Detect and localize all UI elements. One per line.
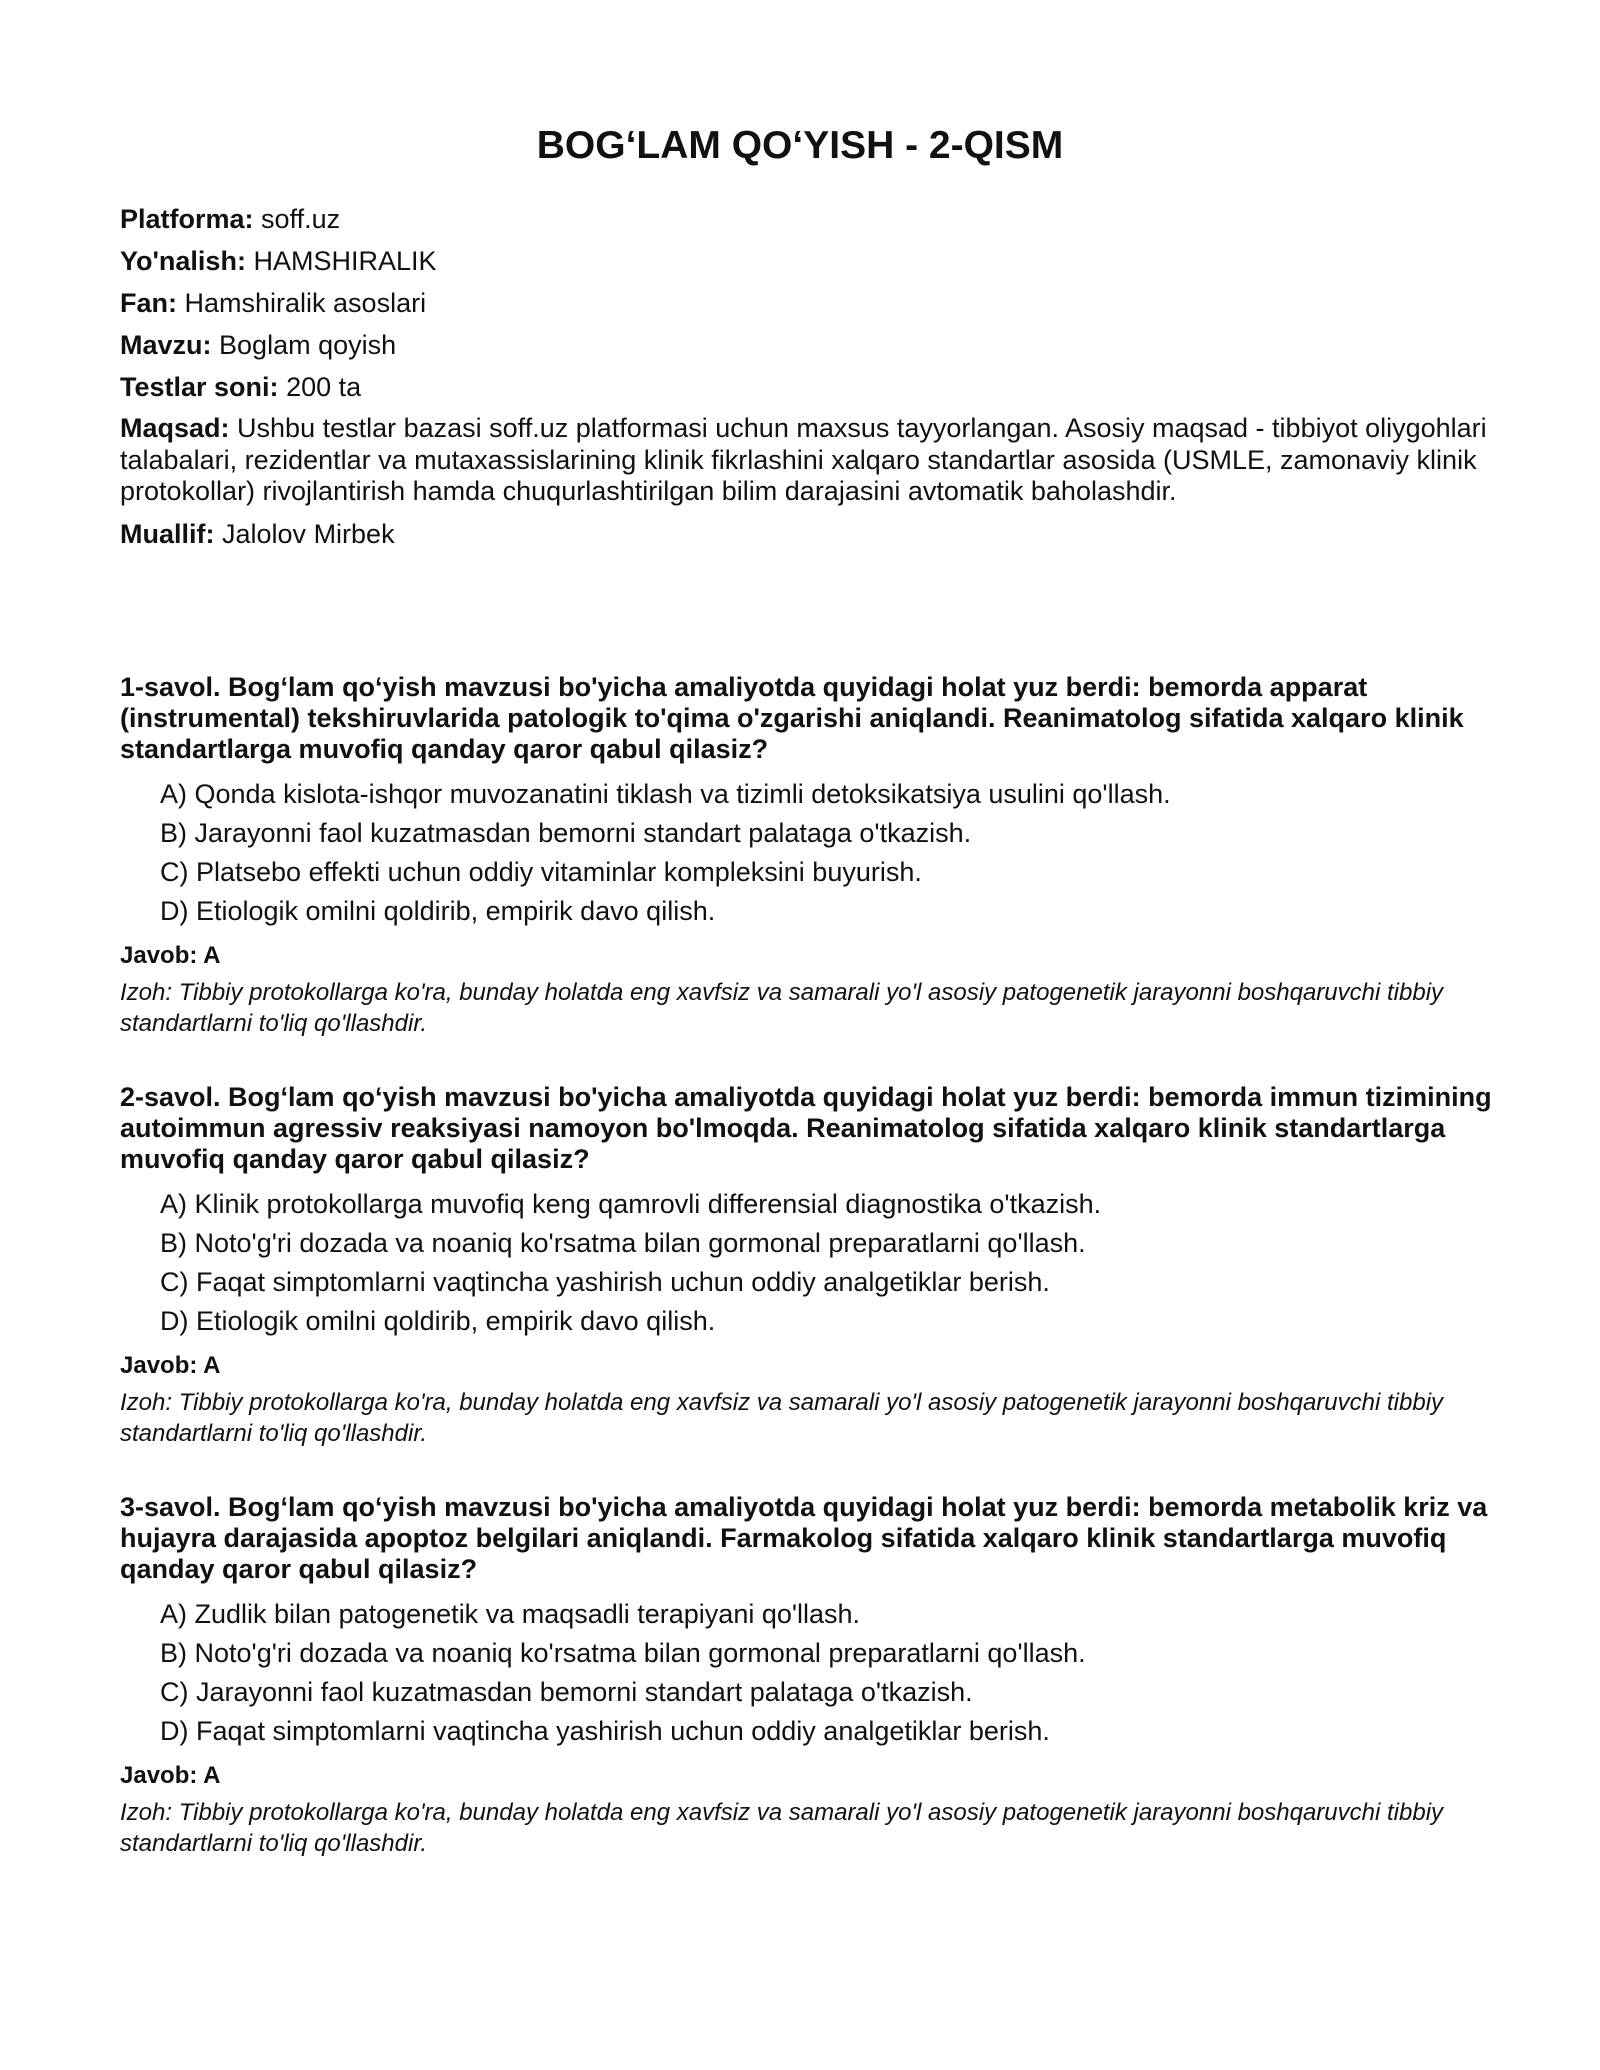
question-options: [160, 1185, 1500, 1341]
explanation-text: Izoh: Tibbiy protokollarga ko'ra, bunday holatda eng xavfsiz va samarali yo'l asosiy patogenetik jarayonni boshqaruvchi tibbiy standartlarni to'liq qo'llashdir.: [120, 979, 1444, 1037]
meta-author-label: Muallif:: [120, 518, 215, 549]
option-c: C) Jarayonni faol kuzatmasdan bemorni standart palataga o'tkazish.: [160, 1677, 973, 1707]
question-3: [120, 1492, 1500, 1859]
meta-subject-value: Hamshiralik asoslari: [184, 288, 427, 318]
meta-test-count: [120, 371, 1490, 403]
meta-platform-label: Platforma:: [120, 204, 254, 234]
question-text: 2-savol. Bog‘lam qo‘yish mavzusi bo'yicha amaliyotda quyidagi holat yuz berdi: bemorda immun tizimining autoimmun agressiv reaksiyasi namoyon bo'lmoqda. Reanimatolog sifatida xalqaro klinik standartlarga muvofiq qanday qaror qabul qilasiz?: [120, 1082, 1492, 1174]
question-1: [120, 672, 1500, 1039]
option-c: C) Platsebo effekti uchun oddiy vitaminlar kompleksini buyurish.: [160, 857, 922, 887]
meta-topic-value: Boglam qoyish: [219, 330, 397, 360]
question-text: 1-savol. Bog‘lam qo‘yish mavzusi bo'yicha amaliyotda quyidagi holat yuz berdi: bemorda apparat (instrumental) tekshiruvlarida patologik to'qima o'zgarishi aniqlandi. Reanimatolog sifatida xalqaro klinik standartlarga muvofiq qanday qaror qabul qilasiz?: [120, 672, 1464, 764]
option-d: D) Etiologik omilni qoldirib, empirik davo qilish.: [160, 896, 716, 926]
option-a: A) Klinik protokollarga muvofiq keng qamrovli differensial diagnostika o'tkazish.: [160, 1189, 1102, 1219]
option-d: D) Faqat simptomlarni vaqtincha yashirish uchun oddiy analgetiklar berish.: [160, 1716, 1050, 1746]
answer-label: Javob: A: [120, 942, 221, 969]
explanation-text: Izoh: Tibbiy protokollarga ko'ra, bunday holatda eng xavfsiz va samarali yo'l asosiy patogenetik jarayonni boshqaruvchi tibbiy standartlarni to'liq qo'llashdir.: [120, 1799, 1444, 1857]
meta-subject-label: Fan:: [120, 288, 177, 318]
meta-topic: [120, 329, 1490, 361]
question-options: [160, 1595, 1500, 1751]
explanation-text: Izoh: Tibbiy protokollarga ko'ra, bunday holatda eng xavfsiz va samarali yo'l asosiy patogenetik jarayonni boshqaruvchi tibbiy standartlarni to'liq qo'llashdir.: [120, 1389, 1444, 1447]
meta-topic-label: Mavzu:: [120, 330, 212, 360]
document-title: BOG‘LAM QO‘YISH - 2-QISM: [536, 124, 1064, 167]
meta-test-count-value: 200 ta: [286, 372, 362, 402]
questions-list: [120, 672, 1500, 1902]
answer-label: Javob: A: [120, 1762, 221, 1789]
option-b: B) Noto'g'ri dozada va noaniq ko'rsatma bilan gormonal preparatlarni qo'llash.: [160, 1228, 1086, 1258]
question-2: [120, 1082, 1500, 1449]
meta-goal-value: Ushbu testlar bazasi soff.uz platformasi uchun maxsus tayyorlangan. Asosiy maqsad - tibbiyot oliygohlari talabalari, rezidentlar va mutaxassislarining klinik fikrlashini xalqaro standartlar asosida (USMLE, zamonaviy klinik protokollar) rivojlantirish hamda chuqurlashtirilgan bilim darajasini avtomatik baholashdir.: [120, 413, 1487, 506]
answer-label: Javob: A: [120, 1352, 221, 1379]
option-a: A) Zudlik bilan patogenetik va maqsadli terapiyani qo'llash.: [160, 1599, 861, 1629]
meta-subject: [120, 287, 1490, 319]
question-text: 3-savol. Bog‘lam qo‘yish mavzusi bo'yicha amaliyotda quyidagi holat yuz berdi: bemorda metabolik kriz va hujayra darajasida apoptoz belgilari aniqlandi. Farmakolog sifatida xalqaro klinik standartlarga muvofiq qanday qaror qabul qilasiz?: [120, 1492, 1488, 1584]
question-options: [160, 775, 1500, 931]
option-b: B) Jarayonni faol kuzatmasdan bemorni standart palataga o'tkazish.: [160, 818, 972, 848]
meta-goal-label: Maqsad:: [120, 413, 230, 443]
metadata-block: [120, 203, 1490, 560]
option-b: B) Noto'g'ri dozada va noaniq ko'rsatma bilan gormonal preparatlarni qo'llash.: [160, 1638, 1086, 1668]
option-a: A) Qonda kislota-ishqor muvozanatini tiklash va tizimli detoksikatsiya usulini qo'llash.: [160, 779, 1171, 809]
meta-direction: [120, 245, 1490, 277]
option-d: D) Etiologik omilni qoldirib, empirik davo qilish.: [160, 1306, 716, 1336]
meta-author-value: Jalolov Mirbek: [222, 518, 395, 549]
meta-platform: [120, 203, 1490, 235]
meta-goal: [120, 413, 1490, 508]
meta-test-count-label: Testlar soni:: [120, 372, 279, 402]
meta-author: [120, 518, 1490, 550]
meta-platform-value: soff.uz: [261, 204, 341, 234]
meta-direction-label: Yo'nalish:: [120, 246, 246, 276]
meta-direction-value: HAMSHIRALIK: [253, 246, 437, 276]
option-c: C) Faqat simptomlarni vaqtincha yashirish uchun oddiy analgetiklar berish.: [160, 1267, 1050, 1297]
